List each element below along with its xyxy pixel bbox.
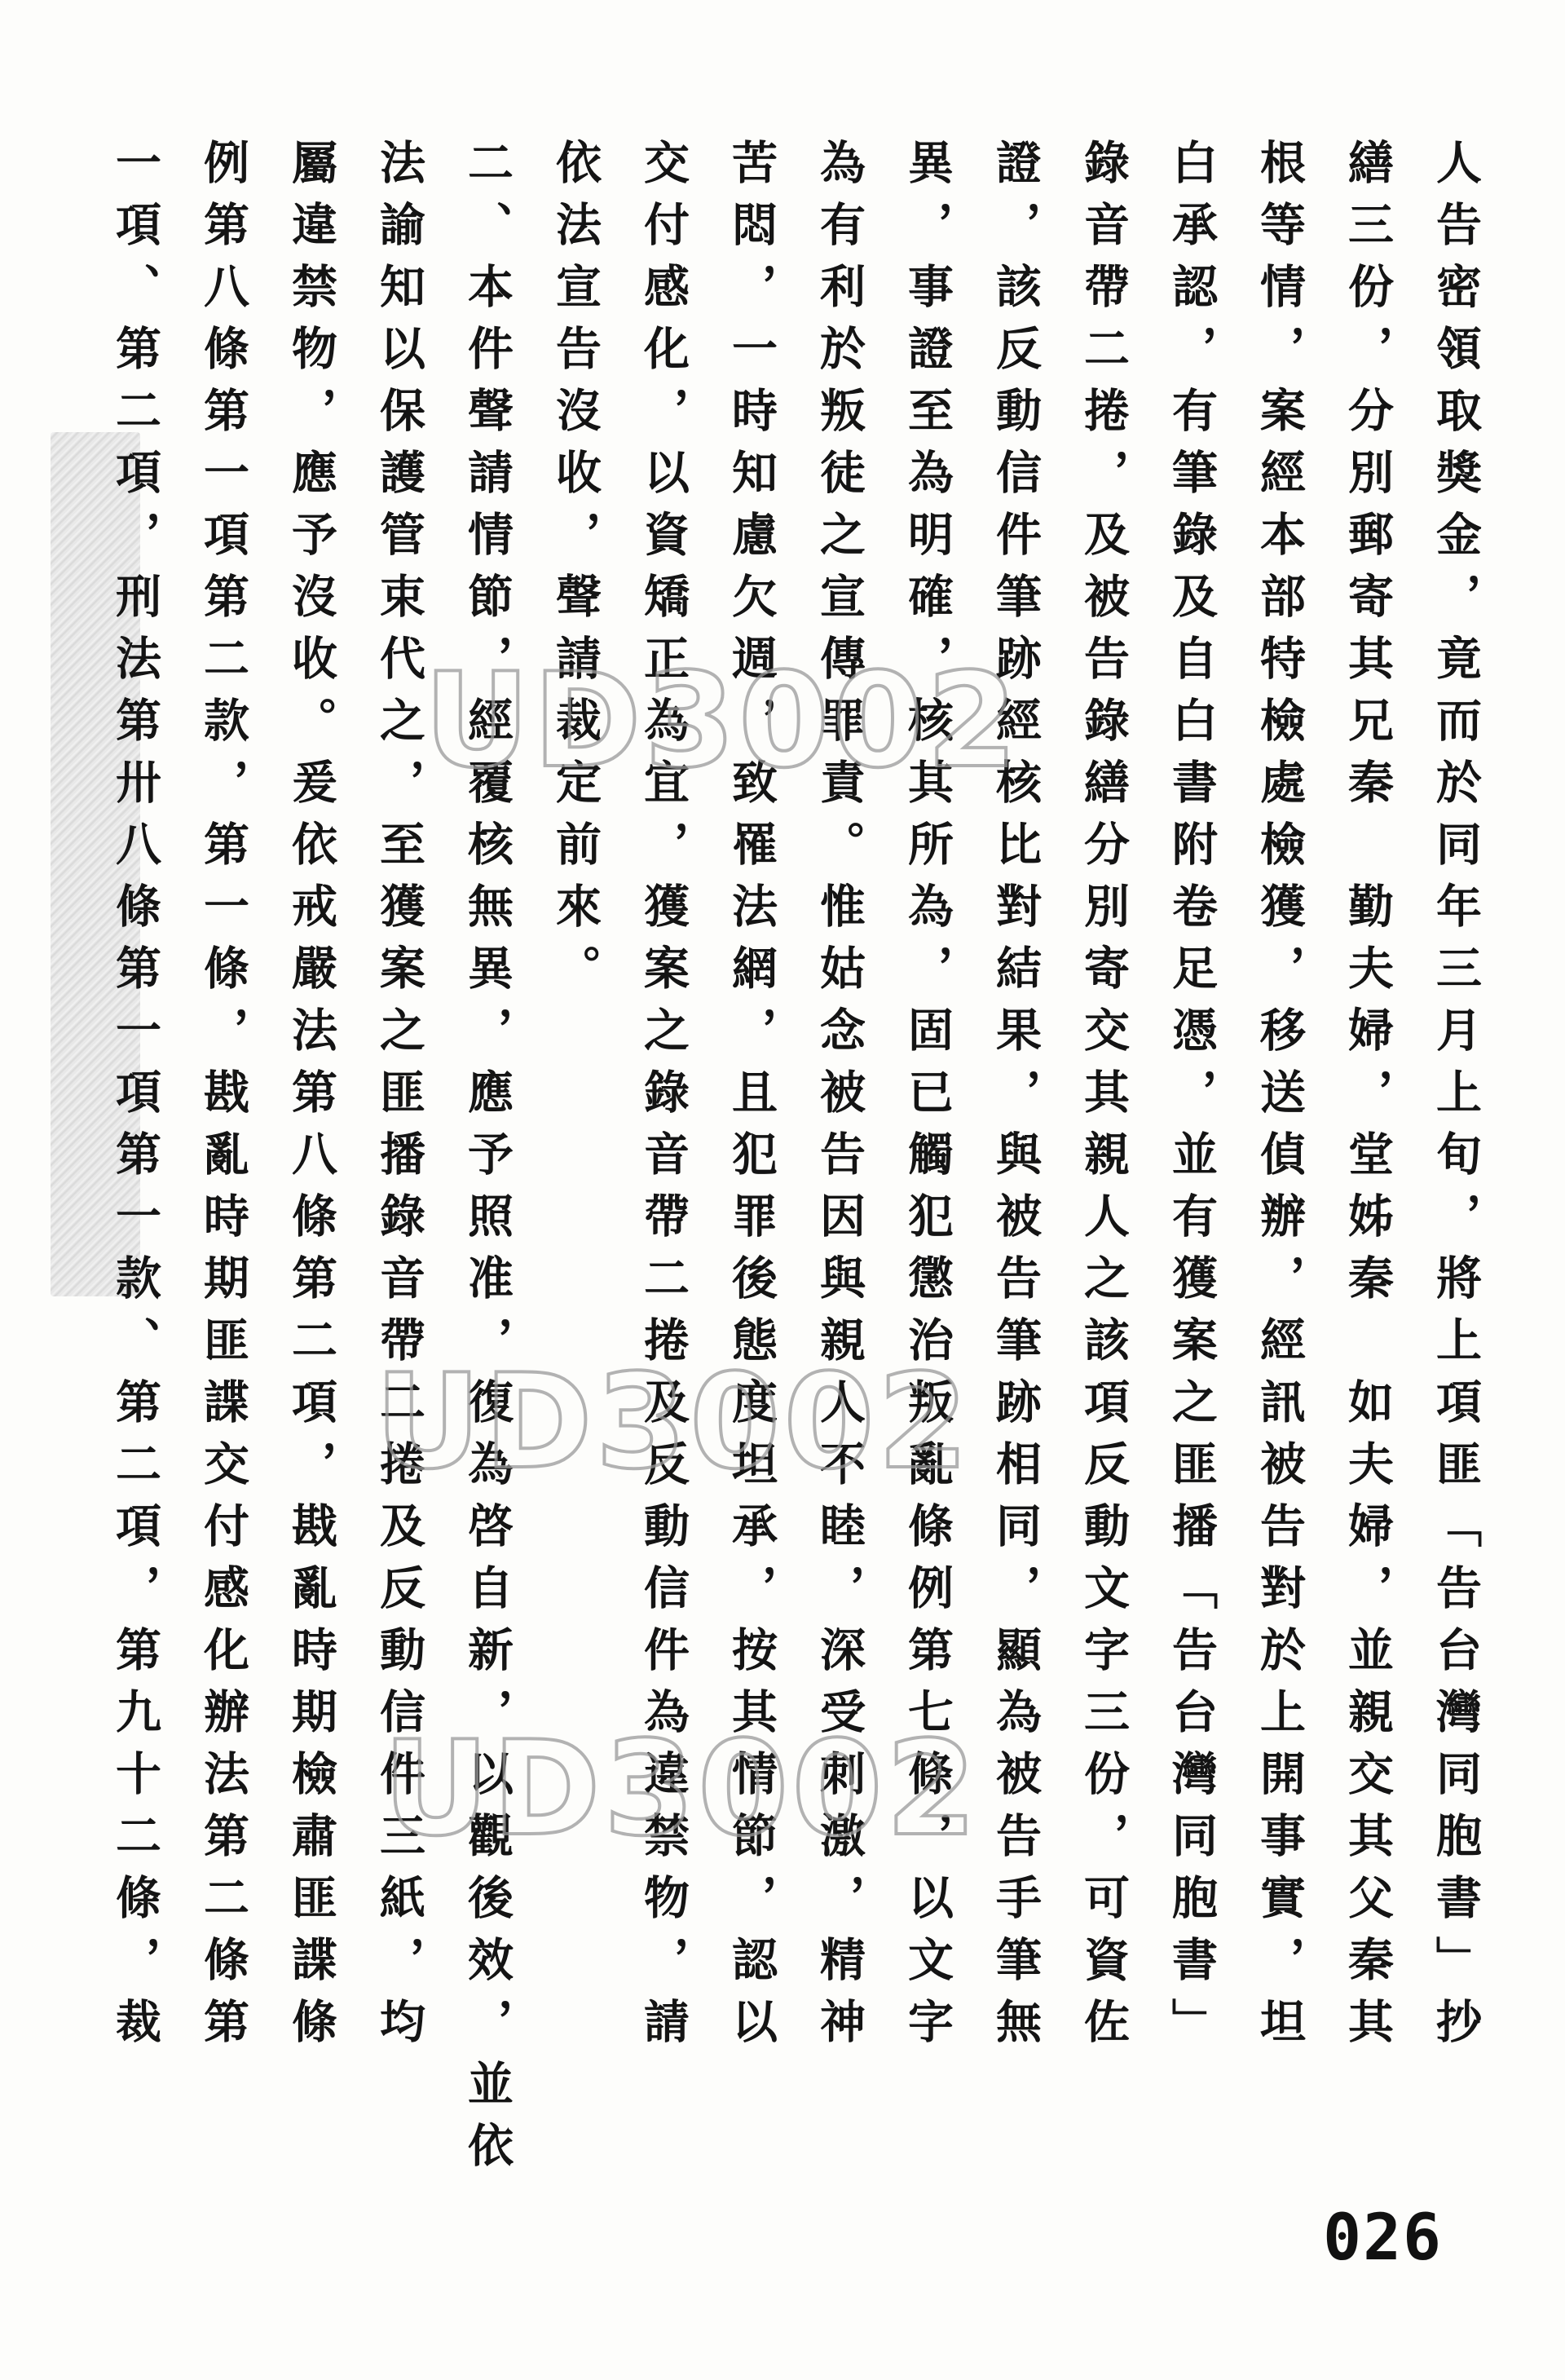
text-column: 人告密領取獎金，竟而於同年三月上旬，將上項匪「告台灣同胞書」抄 <box>1429 139 1483 2060</box>
text-column: 證，該反動信件筆跡經核比對結果，與被告筆跡相同，顯為被告手筆無 <box>989 139 1043 2060</box>
text-column: 法諭知以保護管束代之，至獲案之匪播錄音帶二捲及反動信件三紙，均 <box>373 139 426 2060</box>
text-column: 繕三份，分別郵寄其兄秦 勤夫婦，堂姊秦 如夫婦，並親交其父秦其 <box>1341 139 1395 2060</box>
text-column: 屬違禁物，應予沒收。爰依戒嚴法第八條第二項，戡亂時期檢肅匪諜條 <box>284 139 338 2060</box>
text-column: 二、本件聲請情節，經覆核無異，應予照准，復為啓自新，以觀後效，並依 <box>461 139 514 2184</box>
watermark: UD3002 <box>424 644 1021 797</box>
text-column: 根等情，案經本部特檢處檢獲，移送偵辦，經訊被告對於上開事實，坦 <box>1253 139 1307 2060</box>
text-column: 一項、第二項，刑法第卅八條第一項第一款、第二項，第九十二條，裁 <box>108 139 162 2060</box>
text-column: 依法宣告沒收，聲請裁定前來。 <box>549 139 602 1006</box>
text-column: 例第八條第一項第二款，第一條，戡亂時期匪諜交付感化辦法第二條第 <box>196 139 250 2060</box>
page-number: 026 <box>1323 2201 1443 2275</box>
text-column: 異，事證至為明確，核其所為，固已觸犯懲治叛亂條例第七條，以文字 <box>901 139 954 2060</box>
text-column: 錄音帶二捲，及被告錄繕分別寄交其親人之該項反動文字三份，可資佐 <box>1077 139 1131 2060</box>
text-column: 交付感化，以資矯正為宜，獲案之錄音帶二捲及反動信件為違禁物，請 <box>637 139 690 2060</box>
text-column: 為有利於叛徒之宣傳罪責。惟姑念被告因與親人不睦，深受刺激，精神 <box>813 139 866 2060</box>
text-column: 苦悶，一時知慮欠週，致罹法網，且犯罪後態度坦承，按其情節，認以 <box>725 139 778 2060</box>
text-column: 白承認，有筆錄及自白書附卷足憑，並有獲案之匪播「告台灣同胞書」 <box>1165 139 1219 2060</box>
watermark: UD3002 <box>375 1345 972 1498</box>
vertical-text-body <box>108 139 1500 2193</box>
watermark: UD3002 <box>383 1712 981 1865</box>
